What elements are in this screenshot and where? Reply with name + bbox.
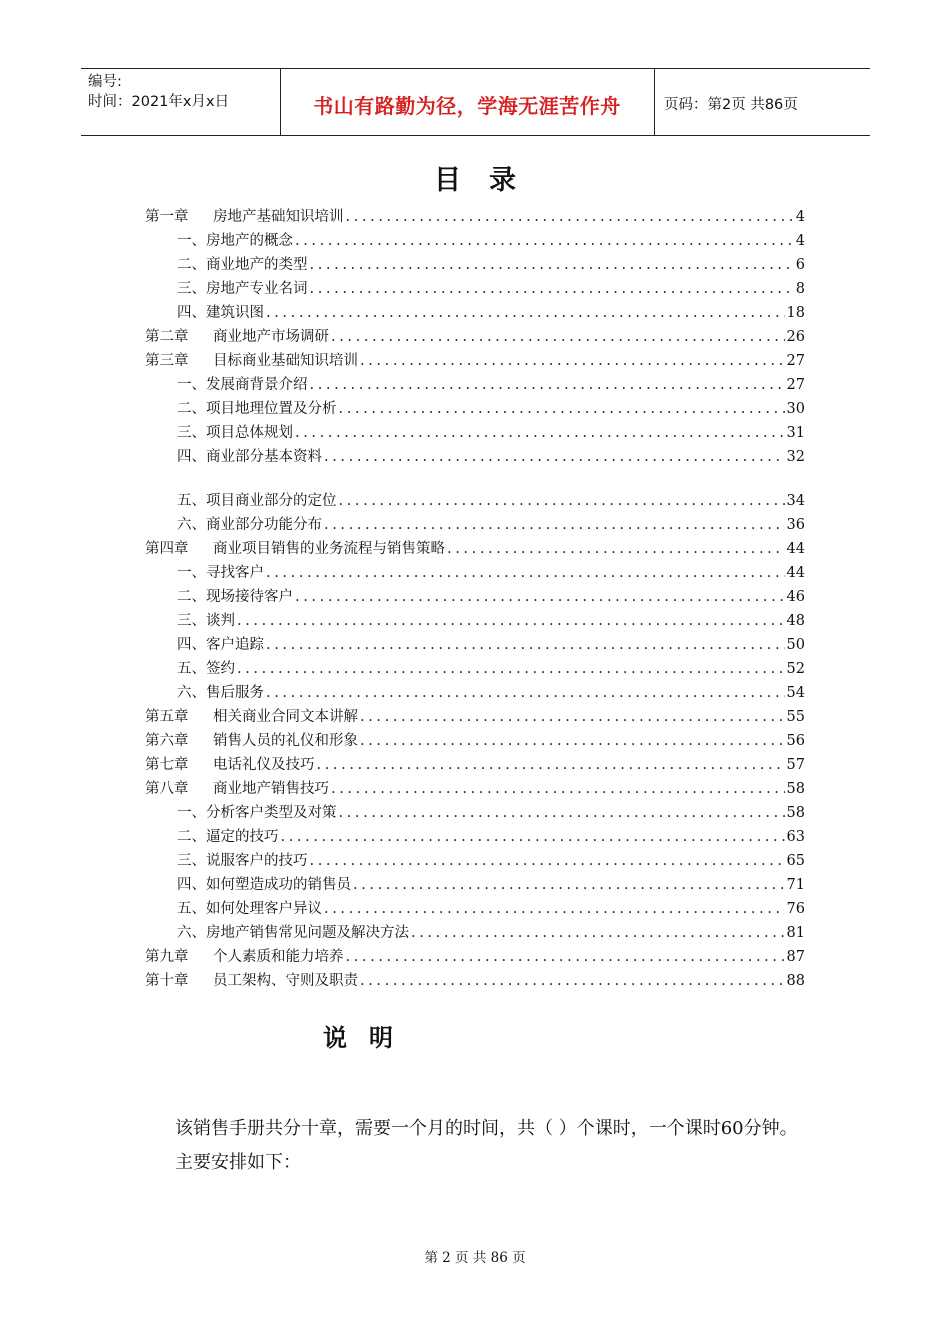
toc-entry-title: 四、建筑识图 xyxy=(177,305,264,321)
toc-leader-dots xyxy=(237,609,785,633)
toc-leader-dots xyxy=(360,729,785,753)
toc-leader-dots xyxy=(310,849,785,873)
toc-chapter-label: 第六章 xyxy=(145,733,189,749)
toc-entry[interactable] xyxy=(145,945,805,969)
toc-leader-dots xyxy=(281,825,785,849)
toc-page-number: 81 xyxy=(786,925,805,941)
toc-page-number: 36 xyxy=(786,517,805,533)
toc-leader-dots xyxy=(266,633,785,657)
toc-entry-title: 六、房地产销售常见问题及解决方法 xyxy=(177,925,409,941)
toc-entry[interactable] xyxy=(145,609,805,633)
toc-entry[interactable] xyxy=(145,729,805,753)
toc-entry-title: 一、寻找客户 xyxy=(177,565,264,581)
toc-entry[interactable] xyxy=(145,277,805,301)
toc-leader-dots xyxy=(266,301,785,325)
toc-chapter-label: 第一章 xyxy=(145,209,189,225)
serial-label: 编号: xyxy=(88,74,122,90)
header-page-info: 页码：第2页 共86页 xyxy=(664,97,798,113)
toc-entry[interactable] xyxy=(145,513,805,537)
toc-chapter-label: 第三章 xyxy=(145,353,189,369)
toc-entry-title: 相关商业合同文本讲解 xyxy=(213,709,358,725)
toc-page-number: 57 xyxy=(786,757,805,773)
toc-leader-dots xyxy=(295,421,785,445)
toc-leader-dots xyxy=(331,325,785,349)
toc-page-number: 58 xyxy=(786,805,805,821)
toc-entry[interactable] xyxy=(145,537,805,561)
toc-entry[interactable] xyxy=(145,585,805,609)
header-divider-right xyxy=(654,68,655,135)
toc-entry-title: 三、说服客户的技巧 xyxy=(177,853,308,869)
toc-entry-title: 商业地产销售技巧 xyxy=(213,781,329,797)
toc-page-number: 88 xyxy=(786,973,805,989)
toc-page-number: 63 xyxy=(786,829,805,845)
header-meta xyxy=(88,72,229,112)
toc-entry-title: 员工架构、守则及职责 xyxy=(213,973,358,989)
toc-entry[interactable] xyxy=(145,777,805,801)
toc-leader-dots xyxy=(324,897,785,921)
toc-entry-title: 销售人员的礼仪和形象 xyxy=(213,733,358,749)
toc-leader-dots xyxy=(310,277,794,301)
toc-entry-title: 商业地产市场调研 xyxy=(213,329,329,345)
toc-chapter-label: 第二章 xyxy=(145,329,189,345)
toc-page-number: 44 xyxy=(786,565,805,581)
toc-entry-title: 商业项目销售的业务流程与销售策略 xyxy=(213,541,445,557)
toc-entry-title: 四、客户追踪 xyxy=(177,637,264,653)
toc-page-number: 34 xyxy=(786,493,805,509)
toc-entry[interactable] xyxy=(145,397,805,421)
toc-leader-dots xyxy=(360,705,785,729)
section-title: 说明 xyxy=(323,1023,415,1052)
table-of-contents xyxy=(145,205,805,993)
header-motto: 书山有路勤为径，学海无涯苦作舟 xyxy=(313,94,621,118)
toc-page-number: 52 xyxy=(786,661,805,677)
toc-entry-title: 二、项目地理位置及分析 xyxy=(177,401,337,417)
toc-entry-title: 四、如何塑造成功的销售员 xyxy=(177,877,351,893)
toc-entry-title: 个人素质和能力培养 xyxy=(213,949,344,965)
toc-leader-dots xyxy=(447,537,785,561)
toc-leader-dots xyxy=(266,561,785,585)
toc-entry[interactable] xyxy=(145,325,805,349)
header-top-rule xyxy=(81,68,870,69)
toc-entry[interactable] xyxy=(145,681,805,705)
toc-leader-dots xyxy=(295,585,785,609)
toc-leader-dots xyxy=(310,373,785,397)
toc-entry-title: 五、如何处理客户异议 xyxy=(177,901,322,917)
toc-entry[interactable] xyxy=(145,705,805,729)
toc-entry[interactable] xyxy=(145,969,805,993)
toc-page-number: 65 xyxy=(786,853,805,869)
toc-chapter-label: 第十章 xyxy=(145,973,189,989)
toc-entry[interactable] xyxy=(145,657,805,681)
toc-page-number: 50 xyxy=(786,637,805,653)
toc-entry[interactable] xyxy=(145,445,805,469)
toc-leader-dots xyxy=(346,945,785,969)
toc-page-number: 31 xyxy=(786,425,805,441)
toc-chapter-label: 第九章 xyxy=(145,949,189,965)
toc-page-number: 54 xyxy=(786,685,805,701)
toc-entry-title: 六、售后服务 xyxy=(177,685,264,701)
toc-leader-dots xyxy=(411,921,785,945)
toc-entry-title: 五、签约 xyxy=(177,661,235,677)
header-bottom-rule xyxy=(81,135,870,136)
toc-page-number: 87 xyxy=(786,949,805,965)
toc-entry-title: 一、分析客户类型及对策 xyxy=(177,805,337,821)
toc-page-number: 30 xyxy=(786,401,805,417)
toc-entry[interactable] xyxy=(145,633,805,657)
toc-page-number: 4 xyxy=(795,233,805,249)
toc-page-number: 26 xyxy=(786,329,805,345)
toc-entry[interactable] xyxy=(145,801,805,825)
toc-leader-dots xyxy=(331,777,785,801)
toc-page-number: 6 xyxy=(795,257,805,273)
toc-entry[interactable] xyxy=(145,229,805,253)
toc-page-number: 44 xyxy=(786,541,805,557)
toc-entry[interactable] xyxy=(145,897,805,921)
toc-leader-dots xyxy=(317,753,785,777)
toc-page-number: 18 xyxy=(786,305,805,321)
toc-page-number: 55 xyxy=(786,709,805,725)
toc-chapter-label: 第七章 xyxy=(145,757,189,773)
toc-entry[interactable] xyxy=(145,873,805,897)
toc-entry-title: 三、谈判 xyxy=(177,613,235,629)
toc-entry-title: 目标商业基础知识培训 xyxy=(213,353,358,369)
toc-leader-dots xyxy=(346,205,794,229)
toc-page-number: 27 xyxy=(786,377,805,393)
toc-leader-dots xyxy=(339,397,785,421)
toc-entry[interactable] xyxy=(145,489,805,513)
toc-chapter-label: 第五章 xyxy=(145,709,189,725)
toc-entry[interactable] xyxy=(145,921,805,945)
toc-leader-dots xyxy=(360,349,785,373)
toc-entry-title: 三、房地产专业名词 xyxy=(177,281,308,297)
section-paragraph: 该销售手册共分十章，需要一个月的时间，共（ ）个课时，一个课时60分钟。主要安排如下： xyxy=(175,1118,798,1173)
toc-leader-dots xyxy=(237,657,785,681)
toc-page-number: 8 xyxy=(795,281,805,297)
toc-leader-dots xyxy=(339,801,785,825)
toc-leader-dots xyxy=(310,253,794,277)
toc-entry[interactable] xyxy=(145,205,805,229)
toc-leader-dots xyxy=(339,489,785,513)
toc-leader-dots xyxy=(295,229,794,253)
toc-page-number: 27 xyxy=(786,353,805,369)
toc-leader-dots xyxy=(360,969,785,993)
toc-entry-title: 二、逼定的技巧 xyxy=(177,829,279,845)
toc-entry-title: 一、房地产的概念 xyxy=(177,233,293,249)
toc-entry[interactable] xyxy=(145,421,805,445)
toc-entry-title: 六、商业部分功能分布 xyxy=(177,517,322,533)
toc-entry-title: 二、商业地产的类型 xyxy=(177,257,308,273)
toc-entry-title: 二、现场接待客户 xyxy=(177,589,293,605)
page-footer: 第 2 页 共 86 页 xyxy=(424,1250,526,1266)
toc-page-number: 58 xyxy=(786,781,805,797)
toc-page-number: 32 xyxy=(786,449,805,465)
toc-entry-title: 房地产基础知识培训 xyxy=(213,209,344,225)
toc-entry-title: 三、项目总体规划 xyxy=(177,425,293,441)
toc-entry-title: 四、商业部分基本资料 xyxy=(177,449,322,465)
toc-entry-title: 一、发展商背景介绍 xyxy=(177,377,308,393)
toc-title: 目录 xyxy=(434,165,544,196)
toc-page-number: 71 xyxy=(786,877,805,893)
toc-entry[interactable] xyxy=(145,253,805,277)
toc-entry[interactable] xyxy=(145,301,805,325)
toc-entry[interactable] xyxy=(145,849,805,873)
toc-entry[interactable] xyxy=(145,373,805,397)
toc-page-number: 48 xyxy=(786,613,805,629)
toc-entry-title: 五、项目商业部分的定位 xyxy=(177,493,337,509)
toc-leader-dots xyxy=(353,873,785,897)
toc-leader-dots xyxy=(324,513,785,537)
toc-page-number: 4 xyxy=(795,209,805,225)
toc-chapter-label: 第八章 xyxy=(145,781,189,797)
time-label: 时间：2021年x月x日 xyxy=(88,94,230,110)
toc-page-number: 56 xyxy=(786,733,805,749)
toc-leader-dots xyxy=(324,445,785,469)
toc-entry[interactable] xyxy=(145,753,805,777)
toc-page-number: 46 xyxy=(786,589,805,605)
toc-entry[interactable] xyxy=(145,561,805,585)
toc-entry[interactable] xyxy=(145,349,805,373)
toc-entry[interactable] xyxy=(145,825,805,849)
toc-leader-dots xyxy=(266,681,785,705)
toc-entry-title: 电话礼仪及技巧 xyxy=(213,757,315,773)
toc-chapter-label: 第四章 xyxy=(145,541,189,557)
toc-page-number: 76 xyxy=(786,901,805,917)
